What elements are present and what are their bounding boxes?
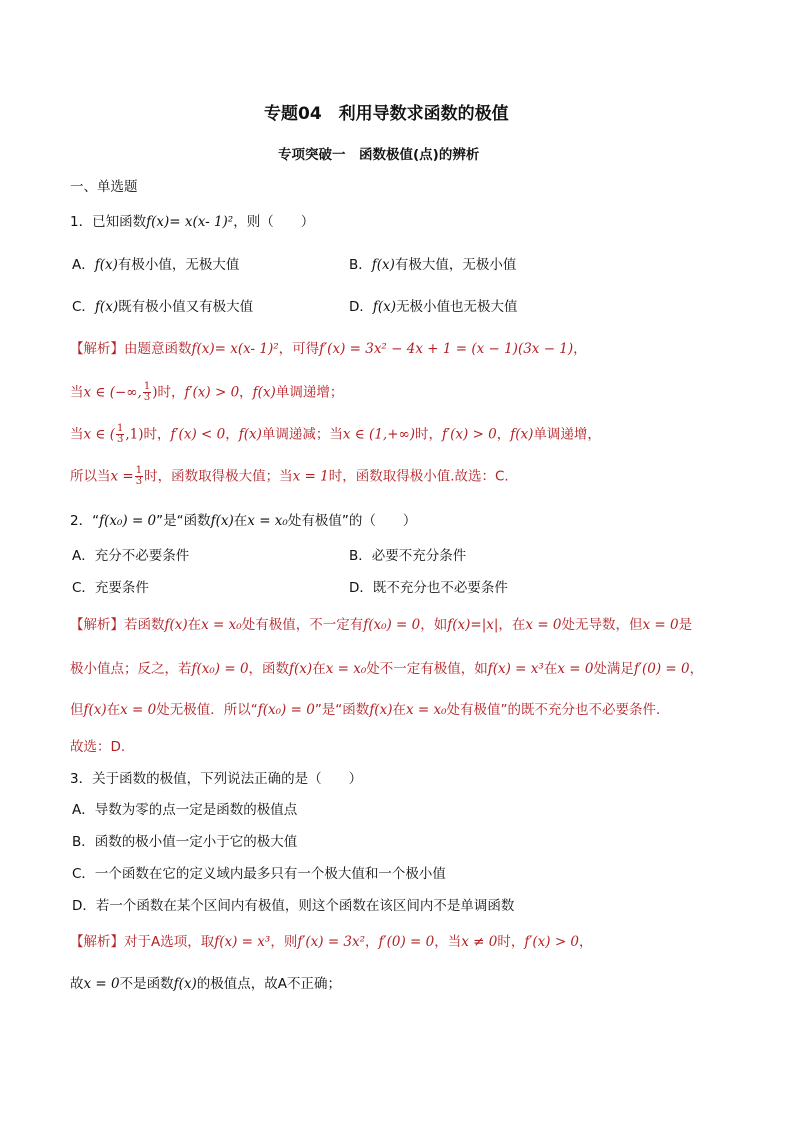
page-subtitle: 专项突破一 函数极值(点)的辨析	[278, 147, 480, 163]
answer: C.	[495, 468, 509, 485]
solution-tag: 【解析】	[70, 341, 124, 357]
question-2-solution-line-4: 故选：D.	[70, 739, 126, 755]
question-1-solution-line-3: 当x ∈ ( $\frac{1}{3}$ ,1)时，f′(x) < 0，f(x)单调递减；当x ∈ (1,+∞)时，f′(x) > 0，f(x)单调递增，	[70, 423, 601, 445]
fraction: $\frac{1}{3}$	[116, 423, 124, 445]
page-title: 专题04 利用导数求函数的极值	[264, 104, 509, 124]
question-1-stem: 1．已知函数f(x)= x(x- 1)²，则（ ）	[70, 214, 315, 230]
math-expression: f(x)= x(x- 1)²	[146, 214, 234, 230]
question-2-option-c: C．充要条件	[72, 580, 149, 596]
question-1-solution-line-1: 【解析】由题意函数f(x)= x(x- 1)²，可得f′(x) = 3x² − 4x + 1 = (x − 1)(3x − 1)，	[70, 341, 587, 357]
question-2-option-a: A．充分不必要条件	[72, 548, 190, 564]
question-2-solution-line-1: 【解析】若函数f(x)在x = x₀处有极值，不一定有f(x₀) = 0，如f(x)=|x|，在x = 0处无导数，但x = 0是	[70, 617, 693, 633]
solution-tag: 【解析】	[70, 934, 124, 950]
question-1-solution-line-2: 当x ∈ (−∞, $\frac{1}{3}$ )时，f′(x) > 0，f(x)单调递增；	[70, 381, 344, 403]
question-1-option-d: D．f(x)无极小值也无极大值	[349, 299, 518, 315]
question-3-option-b: B．函数的极小值一定小于它的极大值	[72, 834, 298, 850]
question-2-option-b: B．必要不充分条件	[349, 548, 467, 564]
question-1-option-b: B．f(x)有极大值，无极小值	[349, 257, 517, 273]
question-3-option-a: A．导数为零的点一定是函数的极值点	[72, 802, 298, 818]
question-number: 2．	[70, 513, 93, 529]
question-3-option-d: D．若一个函数在某个区间内有极值，则这个函数在该区间内不是单调函数	[72, 898, 515, 914]
section-heading: 一、单选题	[70, 179, 138, 195]
question-1-option-a: A．f(x)有极小值，无极大值	[72, 257, 240, 273]
question-3-solution-line-1: 【解析】对于A选项，取f(x) = x³，则f′(x) = 3x²，f′(0) = 0，当x ≠ 0时，f′(x) > 0，	[70, 934, 593, 950]
question-number: 3．	[70, 771, 93, 787]
question-number: 1．	[70, 214, 93, 230]
fraction: $\frac{1}{3}$	[143, 381, 151, 403]
question-2-stem: 2．“f(x₀) = 0”是“函数f(x)在x = x₀处有极值”的（ ）	[70, 513, 417, 529]
question-2-solution-line-2: 极小值点；反之，若f(x₀) = 0，函数f(x)在x = x₀处不一定有极值，如f(x) = x³在x = 0处满足f′(0) = 0，	[70, 661, 704, 677]
question-1-solution-line-4: 所以当x = $\frac{1}{3}$ 时，函数取得极大值；当x = 1时，函数取得极小值.故选：C.	[70, 465, 509, 487]
question-1-option-c: C．f(x)既有极小值又有极大值	[72, 299, 254, 315]
question-2-solution-line-3: 但f(x)在x = 0处无极值．所以“f(x₀) = 0”是“函数f(x)在x = x₀处有极值”的既不充分也不必要条件．	[70, 702, 670, 718]
question-3-solution-line-2: 故x = 0不是函数f(x)的极值点，故A不正确；	[70, 976, 342, 992]
question-3-stem: 3．关于函数的极值，下列说法正确的是（ ）	[70, 771, 363, 787]
fraction: $\frac{1}{3}$	[135, 465, 143, 487]
answer: D.	[110, 739, 126, 755]
question-3-option-c: C．一个函数在它的定义域内最多只有一个极大值和一个极小值	[72, 866, 446, 882]
solution-tag: 【解析】	[70, 617, 124, 633]
question-2-option-d: D．既不充分也不必要条件	[349, 580, 508, 596]
